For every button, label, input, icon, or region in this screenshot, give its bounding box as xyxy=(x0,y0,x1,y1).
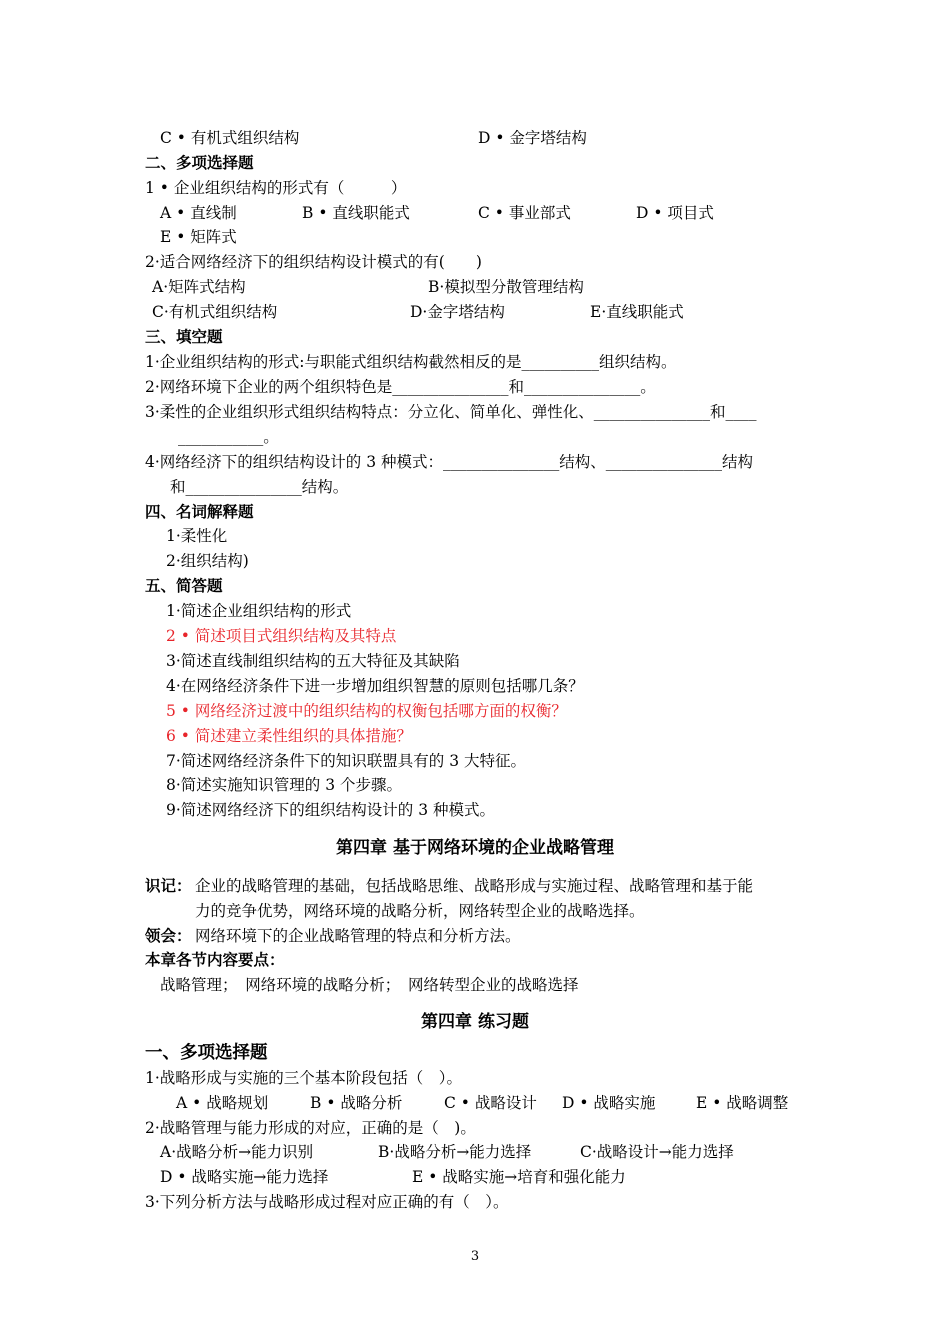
section-heading-multiple-choice: 二、多项选择题 xyxy=(145,154,254,172)
prev-option-d: D • 金字塔结构 xyxy=(478,129,587,147)
term-item: 2·组织结构) xyxy=(166,552,249,570)
option-b: B·战略分析→能力选择 xyxy=(378,1143,532,1161)
understand-label: 领会： xyxy=(145,927,192,945)
exercise-section-heading: 一、多项选择题 xyxy=(145,1043,268,1063)
remember-text-cont: 力的竞争优势，网络环境的战略分析，网络转型企业的战略选择。 xyxy=(195,902,645,920)
key-points: 战略管理； 网络环境的战略分析； 网络转型企业的战略选择 xyxy=(160,976,579,994)
short-answer-item: 1·简述企业组织结构的形式 xyxy=(166,602,352,620)
option-d: D • 项目式 xyxy=(636,204,714,222)
section-heading-fill-blank: 三、填空题 xyxy=(145,328,223,346)
option-e: E • 矩阵式 xyxy=(160,228,237,246)
short-answer-item: 8·简述实施知识管理的 3 个步骤。 xyxy=(166,776,403,794)
question-2: 2·适合网络经济下的组织结构设计模式的有( ) xyxy=(145,253,482,271)
page-number: 3 xyxy=(470,1249,480,1264)
short-answer-item: 9·简述网络经济下的组织结构设计的 3 种模式。 xyxy=(166,801,496,819)
short-answer-item: 4·在网络经济条件下进一步增加组织智慧的原则包括哪几条？ xyxy=(166,677,584,695)
fill-question-4-cont: 和_______________结构。 xyxy=(170,478,349,496)
option-a: A·战略分析→能力识别 xyxy=(160,1143,314,1161)
question-1: 1 • 企业组织结构的形式有（ ） xyxy=(145,179,407,197)
short-answer-item: 3·简述直线制组织结构的五大特征及其缺陷 xyxy=(166,652,460,670)
section-heading-short-answer: 五、简答题 xyxy=(145,577,223,595)
fill-question-2: 2·网络环境下企业的两个组织特色是_______________和_______________。 xyxy=(145,378,656,396)
option-c: C·战略设计→能力选择 xyxy=(580,1143,734,1161)
fill-question-3-cont: ___________。 xyxy=(178,428,279,446)
option-e: E • 战略实施→培育和强化能力 xyxy=(412,1168,626,1186)
fill-question-3: 3·柔性的企业组织形式组织结构特点：分立化、简单化、弹性化、_______________和____ xyxy=(145,403,757,421)
option-c: C • 事业部式 xyxy=(478,204,571,222)
option-d: D • 战略实施 xyxy=(562,1094,656,1112)
option-d: D • 战略实施→能力选择 xyxy=(160,1168,329,1186)
short-answer-item-highlighted: 6 • 简述建立柔性组织的具体措施？ xyxy=(166,727,412,745)
option-c: C·有机式组织结构 xyxy=(152,303,278,321)
exercise-question-3: 3·下列分析方法与战略形成过程对应正确的有（ ）。 xyxy=(145,1193,509,1211)
option-b: B • 直线职能式 xyxy=(302,204,410,222)
option-d: D·金字塔结构 xyxy=(410,303,505,321)
exercise-question-1: 1·战略形成与实施的三个基本阶段包括（ ）。 xyxy=(145,1069,463,1087)
remember-label: 识记： xyxy=(145,877,192,895)
understand-text: 网络环境下的企业战略管理的特点和分析方法。 xyxy=(195,927,521,945)
section-heading-terms: 四、名词解释题 xyxy=(145,503,254,521)
option-e: E • 战略调整 xyxy=(696,1094,789,1112)
exercise-question-2: 2·战略管理与能力形成的对应，正确的是（ )。 xyxy=(145,1119,476,1137)
exercise-title: 第四章 练习题 xyxy=(421,1012,529,1032)
fill-question-4: 4·网络经济下的组织结构设计的 3 种模式：_______________结构、_______________结构 xyxy=(145,453,754,471)
short-answer-item: 7·简述网络经济条件下的知识联盟具有的 3 大特征。 xyxy=(166,752,527,770)
option-a: A • 直线制 xyxy=(160,204,237,222)
short-answer-item-highlighted: 2 • 简述项目式组织结构及其特点 xyxy=(166,627,397,645)
short-answer-item-highlighted: 5 • 网络经济过渡中的组织结构的权衡包括哪方面的权衡？ xyxy=(166,702,567,720)
option-c: C • 战略设计 xyxy=(444,1094,537,1112)
option-a: A • 战略规划 xyxy=(176,1094,269,1112)
chapter-title: 第四章 基于网络环境的企业战略管理 xyxy=(336,838,614,858)
term-item: 1·柔性化 xyxy=(166,527,228,545)
remember-text: 企业的战略管理的基础，包括战略思维、战略形成与实施过程、战略管理和基于能 xyxy=(195,877,754,895)
option-e: E·直线职能式 xyxy=(590,303,684,321)
option-b: B • 战略分析 xyxy=(310,1094,403,1112)
option-b: B·模拟型分散管理结构 xyxy=(428,278,584,296)
key-points-heading: 本章各节内容要点： xyxy=(145,951,285,969)
prev-option-c: C • 有机式组织结构 xyxy=(160,129,300,147)
fill-question-1: 1·企业组织结构的形式:与职能式组织结构截然相反的是__________组织结构。 xyxy=(145,353,677,371)
option-a: A·矩阵式结构 xyxy=(152,278,246,296)
